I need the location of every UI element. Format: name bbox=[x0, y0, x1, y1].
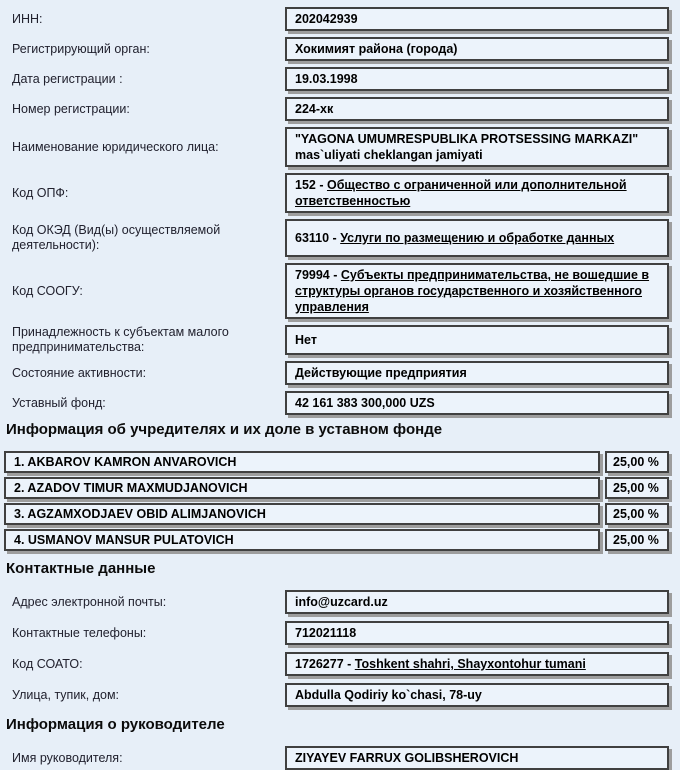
activity-state-value-box bbox=[285, 361, 669, 385]
street-address-value: Abdulla Qodiriy ko`chasi, 78-uy bbox=[295, 688, 482, 702]
row-oked-code bbox=[4, 219, 672, 257]
opf-code-link[interactable]: Общество с ограниченной или дополнительной ответственностью bbox=[295, 178, 627, 208]
row-email bbox=[4, 590, 672, 614]
founder-share-box bbox=[605, 477, 669, 499]
founder-share: 25,00 % bbox=[613, 481, 659, 495]
row-charter-fund bbox=[4, 391, 672, 415]
email-value: info@uzcard.uz bbox=[295, 595, 388, 609]
oked-code-link[interactable]: Услуги по размещению и обработке данных bbox=[340, 231, 615, 245]
row-registration-date bbox=[4, 67, 672, 91]
soato-code-label: Код СОАТО: bbox=[12, 656, 83, 671]
row-director-name bbox=[4, 746, 672, 770]
founder-name: 1. AKBAROV KAMRON ANVAROVICH bbox=[14, 455, 237, 469]
soogu-code-value-box bbox=[285, 263, 669, 319]
opf-code-number: 152 - bbox=[295, 178, 327, 192]
founder-row bbox=[4, 529, 672, 551]
opf-code-label: Код ОПФ: bbox=[12, 185, 69, 200]
founder-name-box bbox=[4, 477, 600, 499]
row-legal-name bbox=[4, 127, 672, 167]
soato-code-value bbox=[295, 656, 586, 672]
small-business-label: Принадлежность к субъектам малого предпринимательства: bbox=[12, 325, 229, 354]
row-registering-authority bbox=[4, 37, 672, 61]
opf-code-value-box bbox=[285, 173, 669, 213]
registration-date-value-box bbox=[285, 67, 669, 91]
director-section bbox=[4, 746, 672, 770]
oked-code-number: 63110 - bbox=[295, 231, 341, 245]
founder-name-box bbox=[4, 451, 600, 473]
founder-name: 4. USMANOV MANSUR PULATOVICH bbox=[14, 533, 234, 547]
registering-authority-value-box bbox=[285, 37, 669, 61]
registering-authority-label: Регистрирующий орган: bbox=[12, 41, 150, 56]
founder-share-box bbox=[605, 503, 669, 525]
registration-info-section bbox=[4, 7, 672, 415]
oked-code-value bbox=[295, 230, 614, 246]
inn-value-box bbox=[285, 7, 669, 31]
registration-date-label: Дата регистрации : bbox=[12, 71, 123, 86]
charter-fund-label: Уставный фонд: bbox=[12, 395, 106, 410]
inn-value: 202042939 bbox=[295, 12, 358, 26]
soato-code-value-box bbox=[285, 652, 669, 676]
small-business-value: Нет bbox=[295, 333, 317, 347]
row-street-address bbox=[4, 683, 672, 707]
phones-label: Контактные телефоны: bbox=[12, 625, 147, 640]
row-small-business bbox=[4, 325, 672, 355]
row-registration-number bbox=[4, 97, 672, 121]
registration-number-value: 224-хк bbox=[295, 102, 334, 116]
founder-share-box bbox=[605, 451, 669, 473]
email-value-box bbox=[285, 590, 669, 614]
charter-fund-value-box bbox=[285, 391, 669, 415]
director-name-label: Имя руководителя: bbox=[12, 750, 123, 765]
row-soato-code bbox=[4, 652, 672, 676]
oked-code-value-box bbox=[285, 219, 669, 257]
soogu-code-number: 79994 - bbox=[295, 268, 341, 282]
founders-section-title: Информация об учредителях и их доле в уставном фонде bbox=[6, 421, 443, 438]
charter-fund-value: 42 161 383 300,000 UZS bbox=[295, 396, 435, 410]
founder-share-box bbox=[605, 529, 669, 551]
director-name-value: ZIYAYEV FARRUX GOLIBSHEROVICH bbox=[295, 751, 519, 765]
street-address-label: Улица, тупик, дом: bbox=[12, 687, 120, 702]
director-name-value-box bbox=[285, 746, 669, 770]
founder-share: 25,00 % bbox=[613, 507, 659, 521]
founder-name: 2. AZADOV TIMUR MAXMUDJANOVICH bbox=[14, 481, 248, 495]
legal-name-value-box bbox=[285, 127, 669, 167]
soogu-code-value bbox=[295, 267, 659, 315]
row-activity-state bbox=[4, 361, 672, 385]
soogu-code-link[interactable]: Субъекты предпринимательства, не вошедшие в структуры органов государственного и хозяйственного управления bbox=[295, 268, 650, 314]
phones-value-box bbox=[285, 621, 669, 645]
founder-row bbox=[4, 503, 672, 525]
founder-row bbox=[4, 451, 672, 473]
soogu-code-label: Код СООГУ: bbox=[12, 283, 83, 298]
oked-code-label: Код ОКЭД (Вид(ы) осуществляемой деятельности): bbox=[12, 223, 221, 252]
opf-code-value bbox=[295, 177, 659, 209]
founder-name-box bbox=[4, 529, 600, 551]
contacts-section bbox=[4, 590, 672, 707]
inn-label: ИНН: bbox=[12, 11, 43, 26]
director-section-title: Информация о руководителе bbox=[6, 716, 225, 733]
legal-name-label: Наименование юридического лица: bbox=[12, 139, 219, 154]
founder-share: 25,00 % bbox=[613, 455, 659, 469]
row-opf-code bbox=[4, 173, 672, 213]
contacts-section-title: Контактные данные bbox=[6, 560, 156, 577]
founder-name: 3. AGZAMXODJAEV OBID ALIMJANOVICH bbox=[14, 507, 266, 521]
soato-code-number: 1726277 - bbox=[295, 657, 355, 671]
registration-number-label: Номер регистрации: bbox=[12, 101, 130, 116]
legal-name-value: "YAGONA UMUMRESPUBLIKA PROTSESSING MARKAZI" mas`uliyati cheklangan jamiyati bbox=[295, 132, 639, 162]
activity-state-label: Состояние активности: bbox=[12, 365, 147, 380]
founder-row bbox=[4, 477, 672, 499]
founder-name-box bbox=[4, 503, 600, 525]
row-inn bbox=[4, 7, 672, 31]
email-label: Адрес электронной почты: bbox=[12, 594, 167, 609]
row-phones bbox=[4, 621, 672, 645]
activity-state-value: Действующие предприятия bbox=[295, 366, 467, 380]
founders-table bbox=[4, 451, 672, 551]
registration-date-value: 19.03.1998 bbox=[295, 72, 358, 86]
row-soogu-code bbox=[4, 263, 672, 319]
founder-share: 25,00 % bbox=[613, 533, 659, 547]
registering-authority-value: Хокимият района (города) bbox=[295, 42, 458, 56]
street-address-value-box bbox=[285, 683, 669, 707]
soato-code-link[interactable]: Toshkent shahri, Shayxontohur tumani bbox=[354, 657, 586, 671]
registration-number-value-box bbox=[285, 97, 669, 121]
phones-value: 712021118 bbox=[295, 626, 357, 640]
small-business-value-box bbox=[285, 325, 669, 355]
